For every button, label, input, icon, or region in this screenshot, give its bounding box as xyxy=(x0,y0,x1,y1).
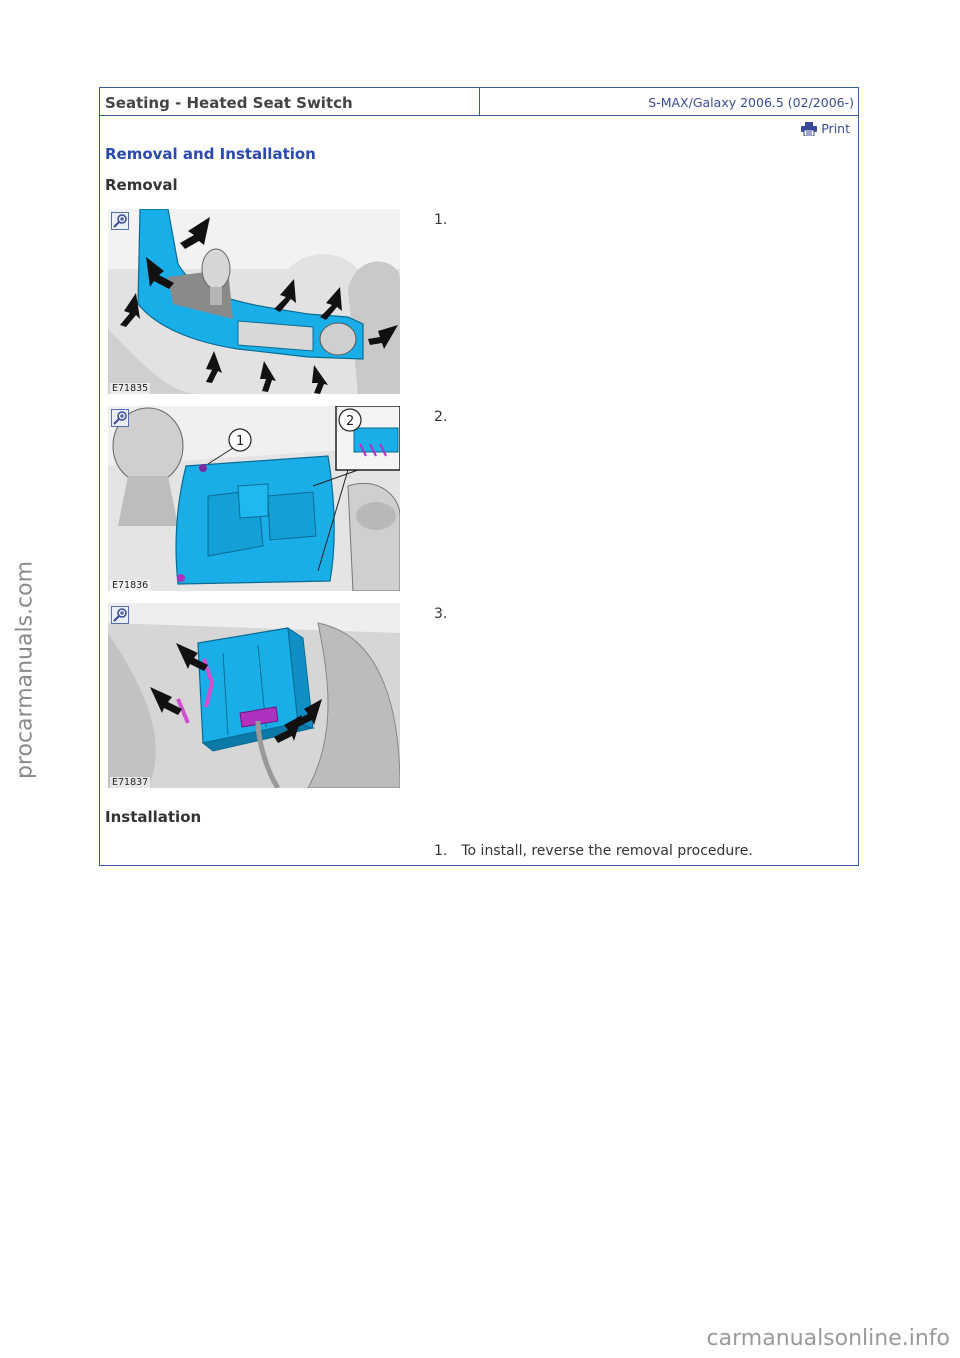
figure-step-3 xyxy=(108,603,400,788)
document-frame xyxy=(99,87,859,866)
zoom-icon[interactable] xyxy=(111,606,129,624)
center-console-trim-illustration xyxy=(108,209,400,394)
figure-step-2 xyxy=(108,406,400,591)
installation-step-1 xyxy=(434,843,753,859)
magnifier-plus-icon xyxy=(112,410,128,426)
callout-1: 1 xyxy=(236,434,245,449)
zoom-icon[interactable] xyxy=(111,212,129,230)
heated-seat-switch-illustration xyxy=(108,603,400,788)
step-number: 3. xyxy=(434,606,448,622)
header-row xyxy=(100,88,858,116)
magnifier-plus-icon xyxy=(112,213,128,229)
zoom-icon[interactable] xyxy=(111,409,129,427)
step-number: 2. xyxy=(434,409,448,425)
removal-step-1 xyxy=(434,212,447,228)
print-label: Print xyxy=(821,121,850,136)
print-button[interactable] xyxy=(801,121,850,136)
section-title: Removal and Installation xyxy=(105,145,316,163)
vehicle-info: S-MAX/Galaxy 2006.5 (02/2006-) xyxy=(648,95,854,110)
header-divider xyxy=(479,88,480,115)
watermark-text: procarmanuals.com xyxy=(12,560,38,780)
step-number: 1. xyxy=(434,212,448,228)
figure-label: E71835 xyxy=(112,383,149,394)
switch-panel-illustration xyxy=(108,406,400,591)
figure-step-1 xyxy=(108,209,400,394)
printer-icon xyxy=(801,122,817,136)
step-text: To install, reverse the removal procedure. xyxy=(461,843,753,859)
magnifier-plus-icon xyxy=(112,607,128,623)
left-watermark xyxy=(10,560,40,780)
step-number: 1. xyxy=(434,843,448,859)
removal-heading: Removal xyxy=(105,176,178,194)
document-title: Seating - Heated Seat Switch xyxy=(105,94,353,112)
removal-step-2 xyxy=(434,409,447,425)
figure-label: E71837 xyxy=(112,777,149,788)
figure-label: E71836 xyxy=(112,580,149,591)
bottom-watermark: carmanualsonline.info xyxy=(706,1326,950,1351)
installation-heading: Installation xyxy=(105,808,202,826)
removal-step-3 xyxy=(434,606,447,622)
callout-2: 2 xyxy=(346,414,355,429)
